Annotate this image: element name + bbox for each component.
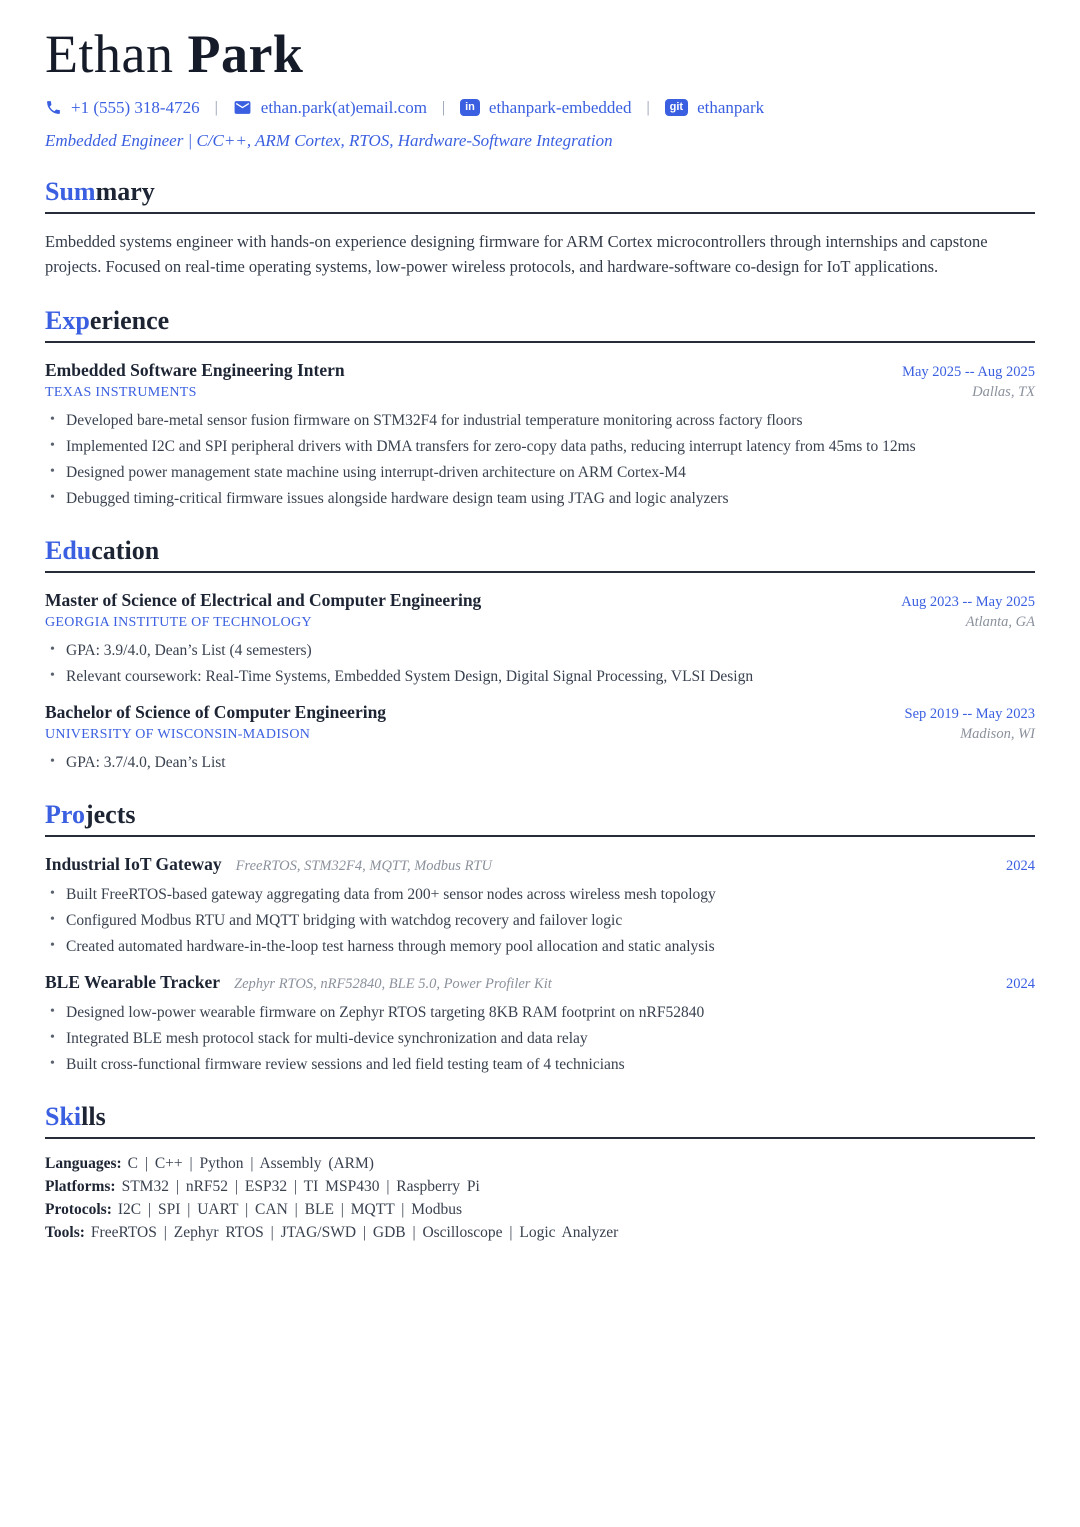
- job-dates: May 2025 -- Aug 2025: [902, 363, 1035, 380]
- project-year: 2024: [1006, 975, 1035, 992]
- school-location: Atlanta, GA: [965, 613, 1035, 630]
- project-bullets: [45, 1002, 1035, 1076]
- experience-title-accent: Exp: [45, 305, 90, 335]
- experience-bullets: [45, 410, 1035, 510]
- skills-title: [45, 1102, 1035, 1139]
- degree-dates: Sep 2019 -- May 2023: [904, 705, 1035, 722]
- education-title-accent: Edu: [45, 535, 92, 565]
- skill-items: FreeRTOS | Zephyr RTOS | JTAG/SWD | GDB | Oscilloscope | Logic Analyzer: [90, 1223, 619, 1241]
- education-entry-sub: [45, 726, 1035, 743]
- summary-title-rest: mary: [95, 176, 155, 206]
- project-entry-head: [45, 972, 1035, 993]
- skill-label: Protocols:: [45, 1200, 112, 1218]
- school-name: UNIVERSITY OF WISCONSIN-MADISON: [45, 726, 311, 742]
- person-name: [45, 26, 1035, 83]
- project-entry-head: [45, 854, 1035, 875]
- experience-title: [45, 306, 1035, 343]
- contact-separator: |: [646, 98, 650, 116]
- degree-name: Bachelor of Science of Computer Engineering: [45, 701, 387, 722]
- bullet-item: • Designed power management state machine using interrupt-driven architecture on ARM Cortex-M4: [45, 462, 1035, 484]
- skill-row-protocols: [45, 1201, 1035, 1219]
- projects-title-accent: Pro: [45, 799, 85, 829]
- project-tech: Zephyr RTOS, nRF52840, BLE 5.0, Power Profiler Kit: [234, 975, 552, 992]
- section-skills: [45, 1102, 1035, 1242]
- bullet-item: • Relevant coursework: Real-Time Systems, Embedded System Design, Digital Signal Processing, VLSI Design: [45, 666, 1035, 688]
- email-icon: [233, 98, 252, 117]
- first-name: Ethan: [45, 24, 174, 84]
- last-name: Park: [187, 24, 304, 84]
- degree-dates: Aug 2023 -- May 2025: [901, 593, 1035, 610]
- experience-entry-sub: [45, 384, 1035, 401]
- project-year: 2024: [1006, 857, 1035, 874]
- skill-label: Languages:: [45, 1154, 122, 1172]
- section-summary: [45, 177, 1035, 280]
- education-entry-sub: [45, 614, 1035, 631]
- skills-title-accent: Ski: [45, 1101, 82, 1131]
- education-bullets: [45, 752, 1035, 774]
- skill-items: I2C | SPI | UART | CAN | BLE | MQTT | Modbus: [117, 1200, 463, 1218]
- skill-row-languages: [45, 1155, 1035, 1173]
- summary-text: Embedded systems engineer with hands-on experience designing firmware for ARM Cortex microcontrollers through internships and capstone projects. Focused on real-time operating systems, low-power wireless protocols, and hardware-software co-design for IoT applications.: [45, 231, 988, 277]
- summary-title-accent: Sum: [45, 176, 96, 206]
- skills-block: [45, 1155, 1035, 1242]
- project-entry: [45, 854, 1035, 958]
- bullet-item: • GPA: 3.7/4.0, Dean’s List: [45, 752, 1035, 774]
- bullet-item: • Created automated hardware-in-the-loop test harness through memory pool allocation and static analysis: [45, 936, 1035, 958]
- skills-title-rest: lls: [81, 1101, 106, 1131]
- section-projects: [45, 800, 1035, 1076]
- skill-row-platforms: [45, 1178, 1035, 1196]
- degree-name: Master of Science of Electrical and Computer Engineering: [45, 589, 482, 610]
- job-location: Dallas, TX: [972, 383, 1035, 400]
- section-experience: [45, 306, 1035, 510]
- bullet-item: • Designed low-power wearable firmware on Zephyr RTOS targeting 8KB RAM footprint on nRF52840: [45, 1002, 1035, 1024]
- email-item: [233, 98, 427, 118]
- bullet-item: • Built cross-functional firmware review sessions and led field testing team of 4 technicians: [45, 1054, 1035, 1076]
- school-location: Madison, WI: [960, 725, 1035, 742]
- phone-item: [45, 98, 200, 118]
- github-handle: ethanpark: [697, 97, 765, 117]
- project-tech: FreeRTOS, STM32F4, MQTT, Modbus RTU: [235, 857, 492, 874]
- project-bullets: [45, 884, 1035, 958]
- project-title-group: [45, 854, 492, 875]
- education-title: [45, 536, 1035, 573]
- bullet-item: • Developed bare-metal sensor fusion firmware on STM32F4 for industrial temperature monitoring across factory floors: [45, 410, 1035, 432]
- bullet-item: • GPA: 3.9/4.0, Dean’s List (4 semesters): [45, 640, 1035, 662]
- education-bullets: [45, 640, 1035, 688]
- phone-number: +1 (555) 318-4726: [71, 97, 200, 117]
- education-title-rest: cation: [91, 535, 160, 565]
- experience-entry: [45, 360, 1035, 510]
- projects-title: [45, 800, 1035, 837]
- section-education: [45, 536, 1035, 774]
- projects-title-rest: jects: [84, 799, 136, 829]
- contact-separator: |: [441, 98, 446, 116]
- skill-items: C | C++ | Python | Assembly (ARM): [127, 1154, 374, 1172]
- project-entry: [45, 972, 1035, 1076]
- bullet-item: • Built FreeRTOS-based gateway aggregating data from 200+ sensor nodes across wireless mesh topology: [45, 884, 1035, 906]
- skill-label: Platforms:: [45, 1177, 116, 1195]
- linkedin-icon: in: [460, 99, 480, 116]
- phone-icon: [45, 99, 62, 116]
- github-item: [665, 98, 764, 118]
- project-name: BLE Wearable Tracker: [45, 971, 220, 992]
- education-entry-head: [45, 702, 1035, 723]
- school-name: GEORGIA INSTITUTE OF TECHNOLOGY: [45, 614, 312, 630]
- tagline: Embedded Engineer | C/C++, ARM Cortex, RTOS, Hardware-Software Integration: [45, 130, 613, 150]
- skill-items: STM32 | nRF52 | ESP32 | TI MSP430 | Raspberry Pi: [121, 1177, 480, 1195]
- company-name: TEXAS INSTRUMENTS: [45, 384, 197, 400]
- education-entry: [45, 702, 1035, 774]
- bullet-item: • Integrated BLE mesh protocol stack for multi-device synchronization and data relay: [45, 1028, 1035, 1050]
- github-icon: git: [665, 99, 688, 116]
- skill-row-tools: [45, 1224, 1035, 1242]
- experience-entry-head: [45, 360, 1035, 381]
- contact-row: [45, 98, 1035, 118]
- contact-separator: |: [214, 98, 218, 116]
- experience-title-rest: erience: [89, 305, 170, 335]
- job-title: Embedded Software Engineering Intern: [45, 359, 345, 380]
- bullet-item: • Configured Modbus RTU and MQTT bridging with watchdog recovery and failover logic: [45, 910, 1035, 932]
- resume-header: [45, 26, 1035, 151]
- education-entry: [45, 590, 1035, 688]
- linkedin-item: [460, 98, 631, 118]
- education-entry-head: [45, 590, 1035, 611]
- project-name: Industrial IoT Gateway: [45, 853, 222, 874]
- email-address: ethan.park(at)email.com: [260, 97, 427, 117]
- project-title-group: [45, 972, 552, 993]
- linkedin-handle: ethanpark-embedded: [488, 97, 632, 117]
- skill-label: Tools:: [45, 1223, 85, 1241]
- summary-title: [45, 177, 1035, 214]
- bullet-item: • Debugged timing-critical firmware issues alongside hardware design team using JTAG and logic analyzers: [45, 488, 1035, 510]
- bullet-item: • Implemented I2C and SPI peripheral drivers with DMA transfers for zero-copy data paths, reducing interrupt latency from 45ms to 12ms: [45, 436, 1035, 458]
